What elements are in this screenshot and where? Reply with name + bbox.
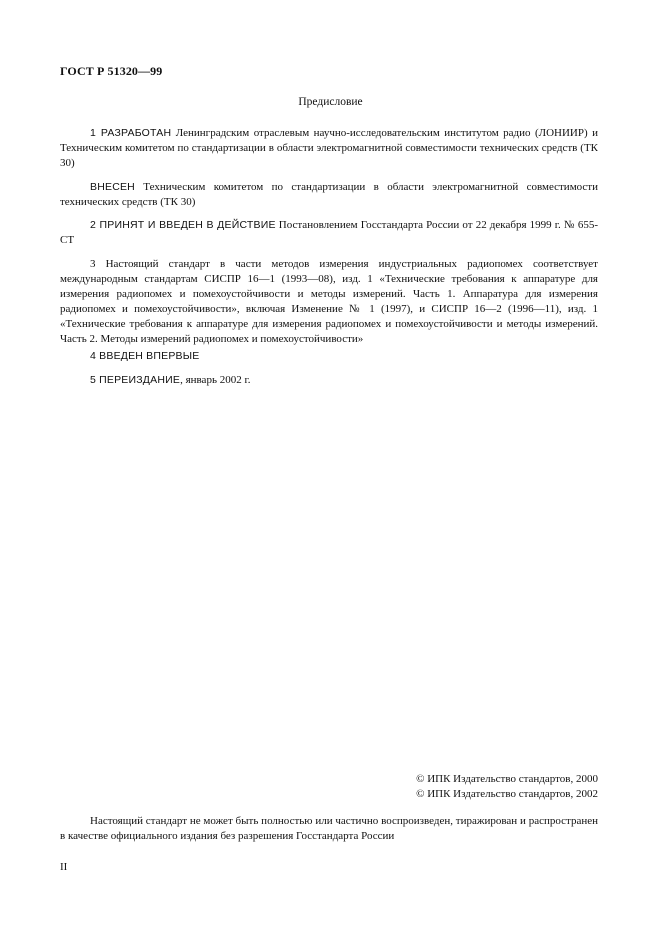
paragraph-developed-by bbox=[60, 126, 598, 171]
paragraph-text: Ленинградским отраслевым научно-исследовательским институтом радио (ЛОНИИР) и Техническим комитетом по стандартизации в области электромагнитной совместимости технических средств (ТК 30) bbox=[60, 127, 598, 169]
copyright-block bbox=[416, 772, 598, 802]
page-title: Предисловие bbox=[298, 96, 363, 108]
paragraph-lead: 2 ПРИНЯТ И ВВЕДЕН В ДЕЙСТВИЕ bbox=[90, 219, 276, 231]
paragraph-adopted bbox=[60, 218, 598, 248]
paragraph-lead: 1 РАЗРАБОТАН bbox=[90, 127, 172, 139]
reproduction-notice: Настоящий стандарт не может быть полностью или частично воспроизведен, тиражирован и распространен в качестве официального издания без разрешения Госстандарта России bbox=[60, 815, 598, 842]
paragraph-text: Постановлением Госстандарта России от 22 декабря 1999 г. № 655-СТ bbox=[60, 219, 599, 246]
paragraph-correspondence: 3 Настоящий стандарт в части методов измерения индустриальных радиопомех соответствует международным стандартам СИСПР 16—1 (1993—08), изд. 1 «Технические требования к аппаратуре для измерения радиопомех и помехоустойчивости и методы измерений. Часть 1. Аппаратура для измерения радиопомех и помехоустойчивости», включая Изменение № 1 (1997), и СИСПР 16—2 (1996—11), изд. 1 «Технические требования к аппаратуре для измерения радиопомех и помехоустойчивости и методы измерений. Часть 2. Методы измерений радиопомех и помехоустойчивости» bbox=[60, 258, 598, 345]
paragraph-lead: ВНЕСЕН bbox=[90, 181, 135, 193]
paragraph-submitted-by bbox=[60, 180, 598, 210]
paragraph-lead: 4 ВВЕДЕН ВПЕРВЫЕ bbox=[90, 350, 200, 362]
paragraph-republication bbox=[60, 373, 598, 388]
copyright-line-2000: © ИПК Издательство стандартов, 2000 bbox=[416, 773, 598, 785]
copyright-line-2002: © ИПК Издательство стандартов, 2002 bbox=[416, 788, 598, 800]
page-number: II bbox=[60, 861, 68, 873]
document-code: ГОСТ Р 51320—99 bbox=[60, 64, 163, 78]
paragraph-text: , январь 2002 г. bbox=[180, 374, 251, 386]
paragraph-lead: 5 ПЕРЕИЗДАНИЕ bbox=[90, 374, 181, 386]
paragraph-text: Техническим комитетом по стандартизации в области электромагнитной совместимости технических средств (ТК 30) bbox=[60, 181, 598, 208]
paragraph-introduced-first bbox=[60, 349, 598, 364]
